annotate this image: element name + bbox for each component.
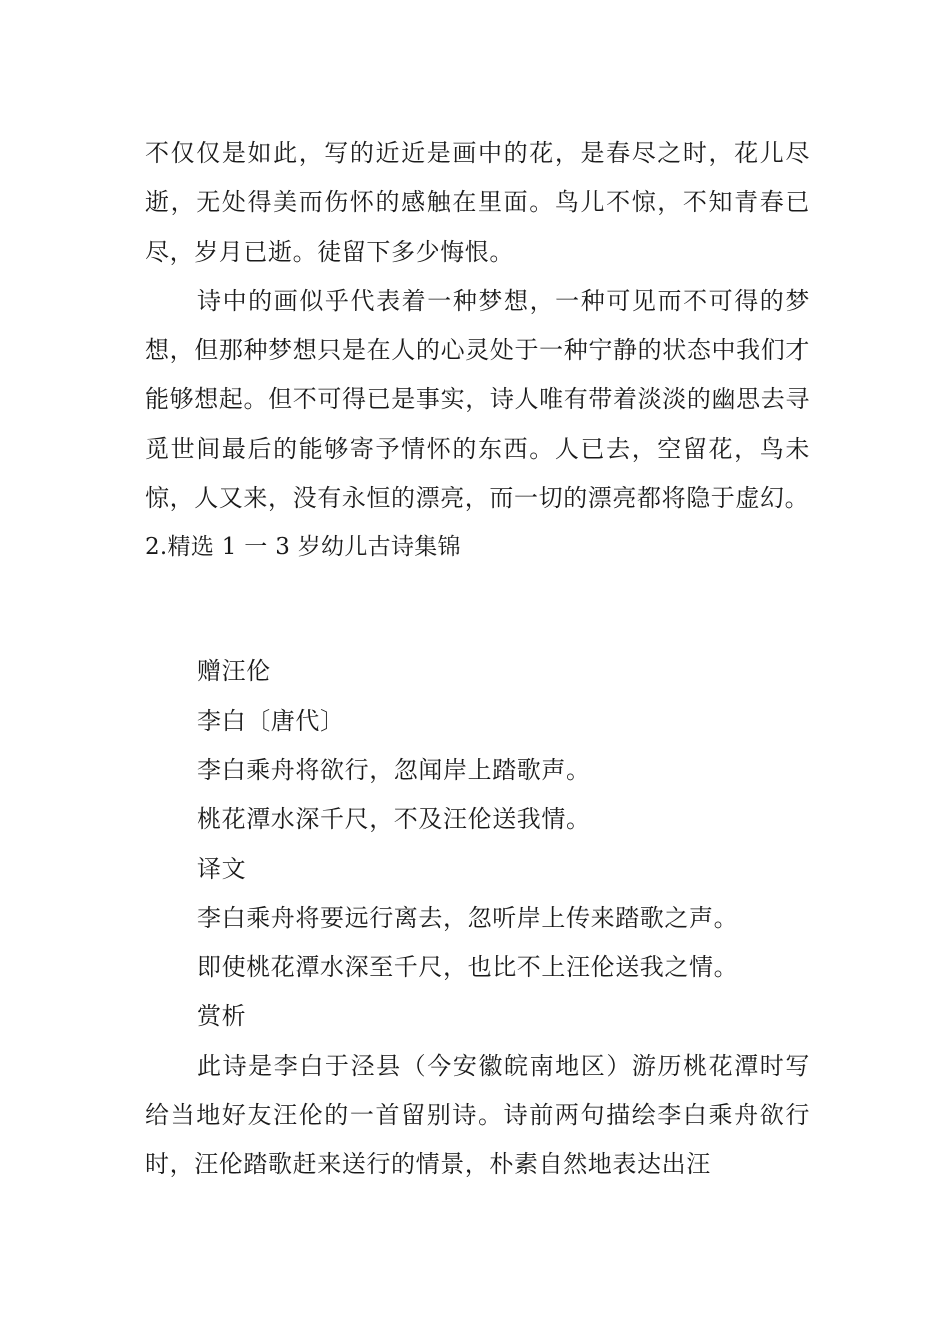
blank-line [145, 572, 810, 622]
poem-title: 赠汪伦 [197, 657, 271, 686]
poem-line-1: 李白乘舟将欲行，忽闻岸上踏歌声。 [197, 755, 591, 784]
section-heading: 2.精选 1 一 3 岁幼儿古诗集锦 [145, 534, 461, 561]
poem-block [145, 647, 810, 1041]
translation-line-1: 李白乘舟将要远行离去，忽听岸上传来踏歌之声。 [197, 903, 739, 932]
document-body [145, 129, 810, 1190]
appreciation-label: 赏析 [197, 1002, 247, 1031]
translation-line-2: 即使桃花潭水深至千尺，也比不上汪伦送我之情。 [197, 953, 739, 982]
paragraph-1: 不仅仅是如此，写的近近是画中的花，是春尽之时，花儿尽逝，无处得美而伤怀的感触在里面。鸟儿不惊，不知青春已尽，岁月已逝。徒留下多少悔恨。 [145, 139, 810, 266]
appreciation-paragraph: 此诗是李白于泾县（今安徽皖南地区）游历桃花潭时写给当地好友汪伦的一首留别诗。诗前两句描绘李白乘舟欲行时，汪伦踏歌赶来送行的情景，朴素自然地表达出汪 [145, 1051, 810, 1179]
translation-label: 译文 [197, 854, 247, 883]
poem-line-2: 桃花潭水深千尺，不及汪伦送我情。 [197, 805, 591, 834]
poem-author: 李白〔唐代〕 [197, 706, 345, 735]
paragraph-2: 诗中的画似乎代表着一种梦想，一种可见而不可得的梦想，但那种梦想只是在人的心灵处于一种宁静的状态中我们才能够想起。但不可得已是事实，诗人唯有带着淡淡的幽思去寻觅世间最后的能够寄予情怀的东西。人已去，空留花，鸟未惊，人又来，没有永恒的漂亮，而一切的漂亮都将隐于虚幻。 [145, 286, 810, 513]
